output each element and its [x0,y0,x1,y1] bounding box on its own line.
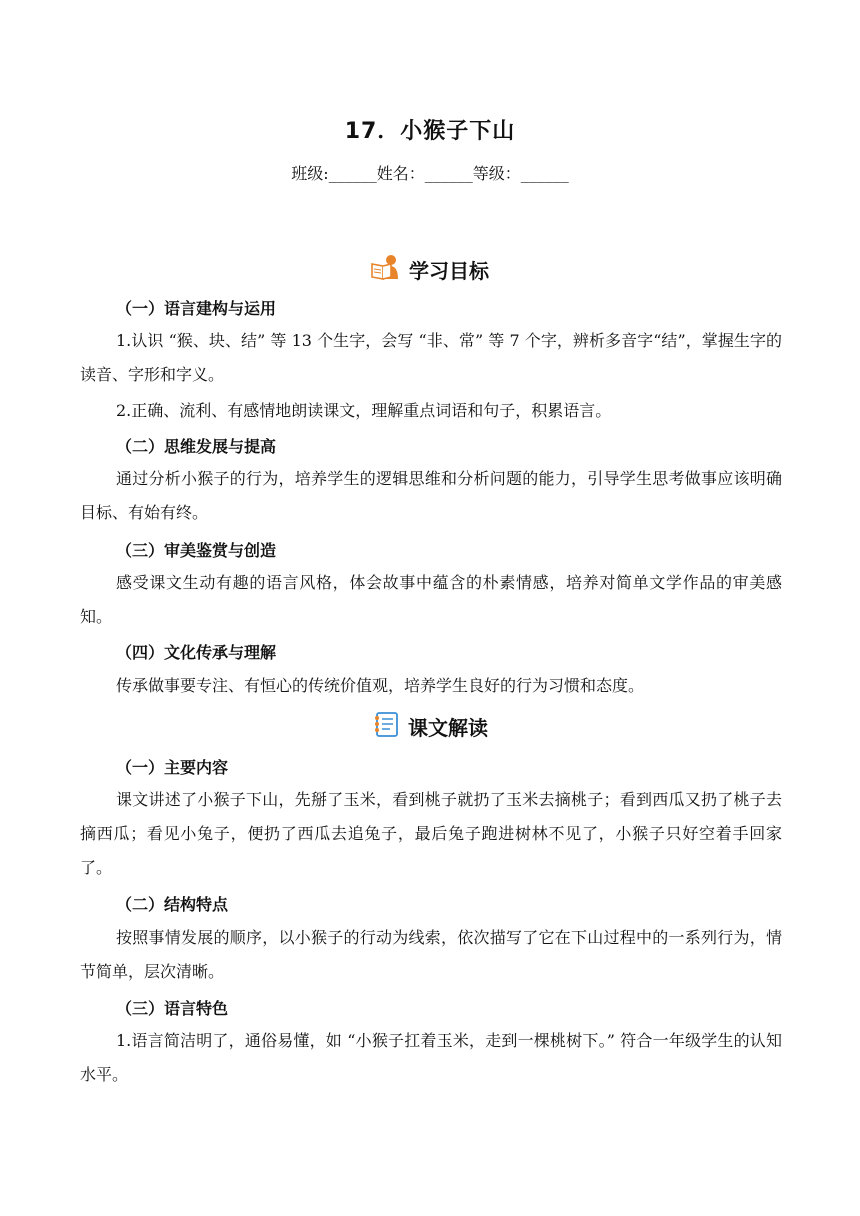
objectives-paragraph-2: 2.正确、流利、有感情地朗读课文，理解重点词语和句子，积累语言。 [116,401,612,420]
objectives-paragraph-3: 通过分析小猴子的行为，培养学生的逻辑思维和分析问题的能力，引导学生思考做事应该明确目标、有始有终。 [80,469,782,522]
analysis-paragraph-3: 1.语言简洁明了，通俗易懂，如 “小猴子扛着玉米，走到一棵桃树下。” 符合一年级学生的认知水平。 [80,1031,782,1084]
objectives-subheading-3: （三）审美鉴赏与创造 [116,541,277,560]
objectives-subheading-4: （四）文化传承与理解 [116,643,277,662]
objectives-paragraph-5: 传承做事要专注、有恒心的传统价值观，培养学生良好的行为习惯和态度。 [116,676,645,695]
objectives-subheading-1: （一）语言建构与运用 [116,299,277,318]
notebook-icon [372,710,400,743]
reading-person-icon [371,254,401,285]
analysis-paragraph-1: 课文讲述了小猴子下山，先掰了玉米，看到桃子就扔了玉米去摘桃子；看到西瓜又扔了桃子去摘西瓜；看见小兔子，便扔了西瓜去追兔子，最后兔子跑进树林不见了，小猴子只好空着手回家了。 [80,790,782,877]
objectives-paragraph-4: 感受课文生动有趣的语言风格，体会故事中蕴含的朴素情感，培养对简单文学作品的审美感知。 [80,573,782,626]
analysis-subheading-2: （二）结构特点 [116,895,229,914]
analysis-subheading-1: （一）主要内容 [116,758,229,777]
analysis-paragraph-2: 按照事情发展的顺序，以小猴子的行动为线索，依次描写了它在下山过程中的一系列行为，情节简单，层次清晰。 [80,928,782,981]
student-info-line: 班级:______姓名：______等级：______ [291,164,569,183]
page-title: 17．小猴子下山 [344,119,516,144]
analysis-subheading-3: （三）语言特色 [116,999,229,1018]
objectives-heading: 学习目标 [0,254,860,285]
objectives-subheading-2: （二）思维发展与提高 [116,437,277,456]
objectives-paragraph-1: 1.认识 “猴、块、结” 等 13 个生字，会写 “非、常” 等 7 个字，辨析多音字“结”，掌握生字的读音、字形和字义。 [80,331,782,384]
analysis-heading: 课文解读 [0,710,860,743]
